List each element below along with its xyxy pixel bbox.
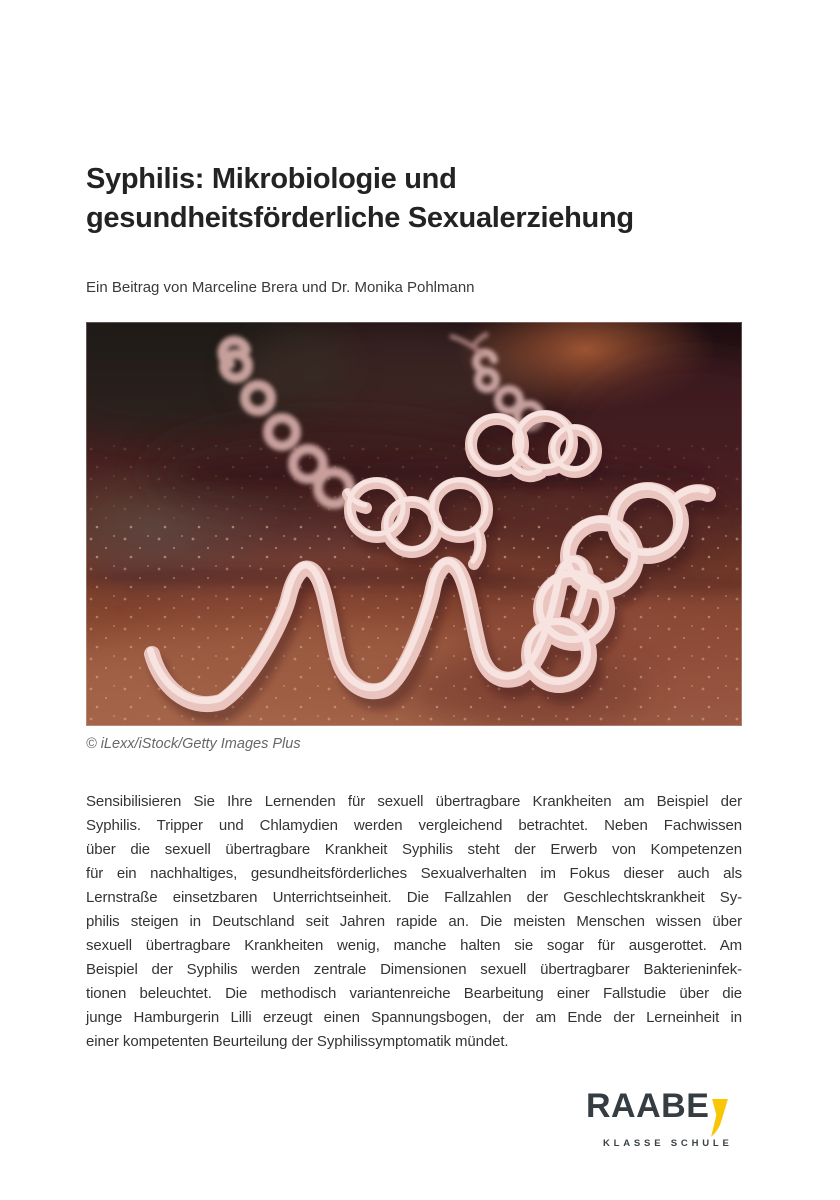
abstract-line: Sensibilisieren Sie Ihre Lernenden für sexuell übertragbare Krankheiten am Beispiel der bbox=[86, 793, 742, 810]
page-title-line1: Syphilis: Mikrobiologie und bbox=[86, 163, 457, 195]
abstract-line: Syphilis. Tripper und Chlamydien werden vergleichend betrachtet. Neben Fachwissen bbox=[86, 817, 742, 834]
abstract-line: sexuell übertragbare Krankheiten wenig, manche halten sie sogar für ausgerottet. Am bbox=[86, 937, 742, 954]
abstract-line: über die sexuell übertragbare Krankheit Syphilis steht der Erwerb von Kompetenzen bbox=[86, 841, 742, 858]
bacteria-illustration bbox=[86, 322, 742, 726]
image-credit: © iLexx/iStock/Getty Images Plus bbox=[86, 736, 301, 752]
abstract-paragraph bbox=[86, 790, 742, 1054]
raabe-logo-comma-icon bbox=[710, 1098, 729, 1138]
abstract-line: Lernstraße einsetzbaren Unterrichtseinheit. Die Fallzahlen der Geschlechtskrankheit Sy- bbox=[86, 889, 742, 906]
bacteria-illustration-svg bbox=[86, 322, 742, 726]
abstract-line: Beispiel der Syphilis werden zentrale Dimensionen sexuell übertragbarer Bakterieninfek- bbox=[86, 961, 742, 978]
byline: Ein Beitrag von Marceline Brera und Dr. Monika Pohlmann bbox=[86, 279, 475, 296]
page-title-line2: gesundheitsförderliche Sexualerziehung bbox=[86, 202, 634, 234]
raabe-logo bbox=[586, 1089, 756, 1149]
abstract-line: für ein nachhaltiges, gesundheitsförderliches Sexualverhalten im Fokus dieser auch als bbox=[86, 865, 742, 882]
abstract-line: philis steigen in Deutschland seit Jahren rapide an. Die meisten Menschen wissen über bbox=[86, 913, 742, 930]
raabe-logo-tagline: KLASSE SCHULE bbox=[603, 1138, 733, 1149]
abstract-line: einer kompetenten Beurteilung der Syphilissymptomatik mündet. bbox=[86, 1033, 509, 1050]
abstract-line: tionen beleuchtet. Die methodisch variantenreiche Bearbeitung einer Fallstudie über die bbox=[86, 985, 742, 1002]
raabe-logo-wordmark: RAABE bbox=[586, 1087, 710, 1125]
abstract-line: junge Hamburgerin Lilli erzeugt einen Spannungsbogen, der am Ende der Lerneinheit in bbox=[86, 1009, 742, 1026]
page-title bbox=[86, 160, 766, 238]
